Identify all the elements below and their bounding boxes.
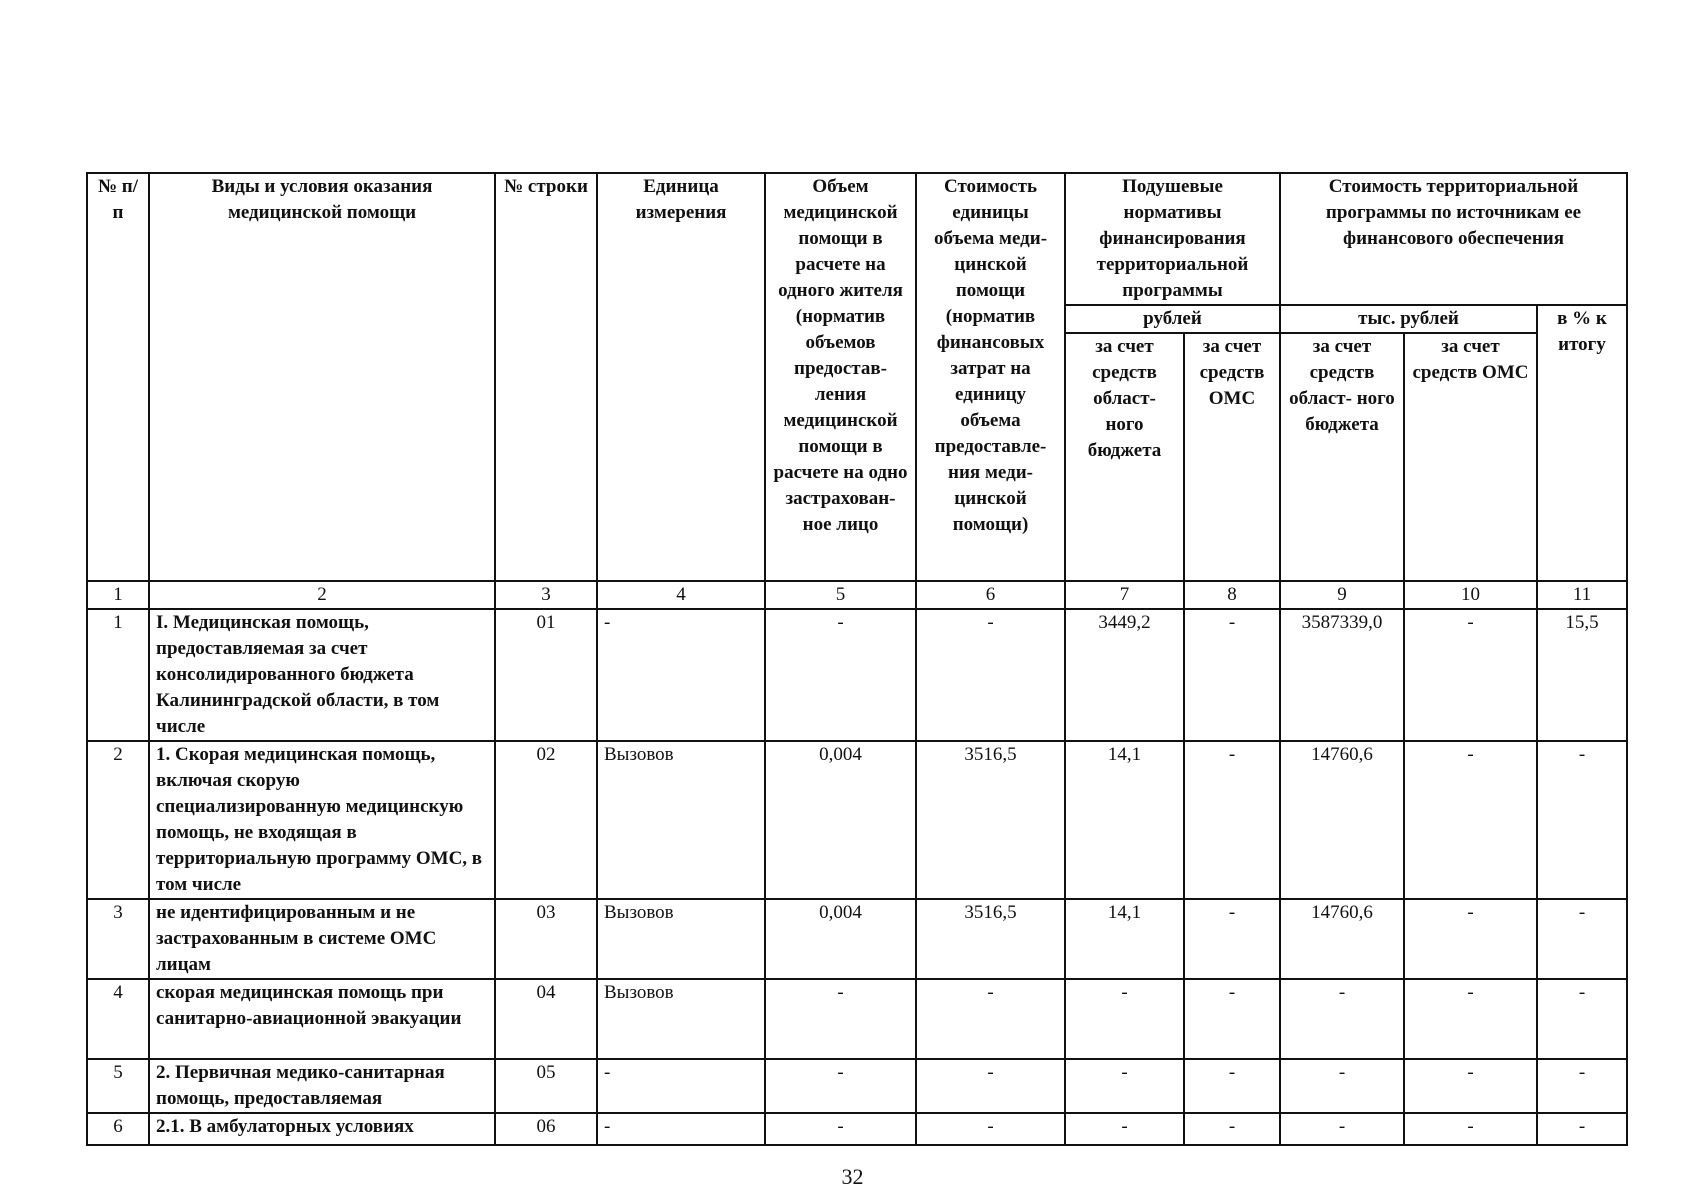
row-name: не идентифицированным и не застрахованным в системе ОМС лицам [149,899,495,979]
row-pc-oms: - [1184,741,1280,899]
column-number: 9 [1280,581,1404,609]
row-cost: - [916,1113,1065,1145]
row-pc-regional: - [1065,1113,1184,1145]
row-volume: 0,004 [765,899,916,979]
row-pc-regional: - [1065,979,1184,1059]
column-number: 3 [495,581,597,609]
page-number: 32 [841,1164,864,1189]
row-pc-oms: - [1184,899,1280,979]
header-unit: Единица измерения [597,173,765,581]
row-tp-oms: - [1404,899,1537,979]
row-percent: - [1537,979,1627,1059]
column-number-row [87,581,1627,609]
row-percent: - [1537,1059,1627,1113]
table-row [87,741,1627,899]
row-unit: - [597,1113,765,1145]
header-row-1 [87,173,1627,305]
row-tp-oms: - [1404,609,1537,741]
header-col9: за счет средств област- ного бюджета [1280,333,1404,581]
table-row [87,1113,1627,1145]
header-program-cost: Стоимость территориальной программы по источникам ее финансового обеспечения [1280,173,1627,305]
column-number: 8 [1184,581,1280,609]
header-volume: Объем медицинской помощи в расчете на одного жителя (норматив объемов предостав- ления медицинской помощи в расчете на одно застрахован- ное лицо [765,173,916,581]
row-percent: - [1537,899,1627,979]
row-percent: 15,5 [1537,609,1627,741]
row-tp-regional: - [1280,1113,1404,1145]
row-tp-oms: - [1404,979,1537,1059]
column-number: 1 [87,581,149,609]
header-col8: за счет средств ОМС [1184,333,1280,581]
row-name: 1. Скорая медицинская помощь, включая скорую специализированную медицинскую помощь, не входящая в территориальную программу ОМС, в том числе [149,741,495,899]
row-line: 01 [495,609,597,741]
column-number: 7 [1065,581,1184,609]
row-pc-regional: 3449,2 [1065,609,1184,741]
row-pc-oms: - [1184,1113,1280,1145]
row-volume: - [765,1059,916,1113]
row-tp-regional: 14760,6 [1280,741,1404,899]
row-number: 4 [87,979,149,1059]
row-name: 2.1. В амбулаторных условиях [149,1113,495,1145]
header-percent: в % к итогу [1537,305,1627,581]
row-tp-oms: - [1404,1113,1537,1145]
row-tp-regional: - [1280,1059,1404,1113]
row-number: 3 [87,899,149,979]
table-row [87,979,1627,1059]
row-number: 6 [87,1113,149,1145]
row-line: 05 [495,1059,597,1113]
row-tp-oms: - [1404,741,1537,899]
header-col7: за счет средств област- ного бюджета [1065,333,1184,581]
row-volume: - [765,979,916,1059]
table-row [87,899,1627,979]
column-number: 11 [1537,581,1627,609]
row-number: 5 [87,1059,149,1113]
row-tp-regional: 3587339,0 [1280,609,1404,741]
row-name: I. Медицинская помощь, предоставляемая за счет консолидированного бюджета Калининградской области, в том числе [149,609,495,741]
header-rubles: рублей [1065,305,1280,333]
row-volume: - [765,1113,916,1145]
row-pc-regional: - [1065,1059,1184,1113]
table-row [87,609,1627,741]
row-unit: Вызовов [597,741,765,899]
header-kinds: Виды и условия оказания медицинской помощи [149,173,495,581]
row-unit: Вызовов [597,979,765,1059]
row-cost: 3516,5 [916,899,1065,979]
header-per-capita: Подушевые нормативы финансирования территориальной программы [1065,173,1280,305]
row-name: 2. Первичная медико-санитарная помощь, предоставляемая [149,1059,495,1113]
row-pc-regional: 14,1 [1065,899,1184,979]
column-number: 6 [916,581,1065,609]
row-cost: - [916,609,1065,741]
financing-table [86,172,1628,1146]
table-row [87,1059,1627,1113]
row-cost: 3516,5 [916,741,1065,899]
row-pc-regional: 14,1 [1065,741,1184,899]
row-pc-oms: - [1184,1059,1280,1113]
row-pc-oms: - [1184,609,1280,741]
column-number: 5 [765,581,916,609]
row-volume: 0,004 [765,741,916,899]
row-tp-oms: - [1404,1059,1537,1113]
header-col10: за счет средств ОМС [1404,333,1537,581]
column-number: 4 [597,581,765,609]
header-unit-cost: Стоимость единицы объема меди- цинской помощи (норматив финансовых затрат на единицу объема предоставле- ния меди- цинской помощи) [916,173,1065,581]
column-number: 10 [1404,581,1537,609]
column-number: 2 [149,581,495,609]
header-line-number: № строки [495,173,597,581]
row-tp-regional: 14760,6 [1280,899,1404,979]
header-thousand-rubles: тыс. рублей [1280,305,1537,333]
row-line: 06 [495,1113,597,1145]
row-line: 02 [495,741,597,899]
row-percent: - [1537,1113,1627,1145]
row-pc-oms: - [1184,979,1280,1059]
row-cost: - [916,979,1065,1059]
row-line: 03 [495,899,597,979]
row-unit: - [597,1059,765,1113]
table-body [87,609,1627,1145]
row-unit: Вызовов [597,899,765,979]
row-tp-regional: - [1280,979,1404,1059]
row-number: 2 [87,741,149,899]
row-volume: - [765,609,916,741]
header-row-number: № п/п [87,173,149,581]
row-unit: - [597,609,765,741]
row-number: 1 [87,609,149,741]
row-cost: - [916,1059,1065,1113]
row-name: скорая медицинская помощь при санитарно-авиационной эвакуации [149,979,495,1059]
row-percent: - [1537,741,1627,899]
row-line: 04 [495,979,597,1059]
